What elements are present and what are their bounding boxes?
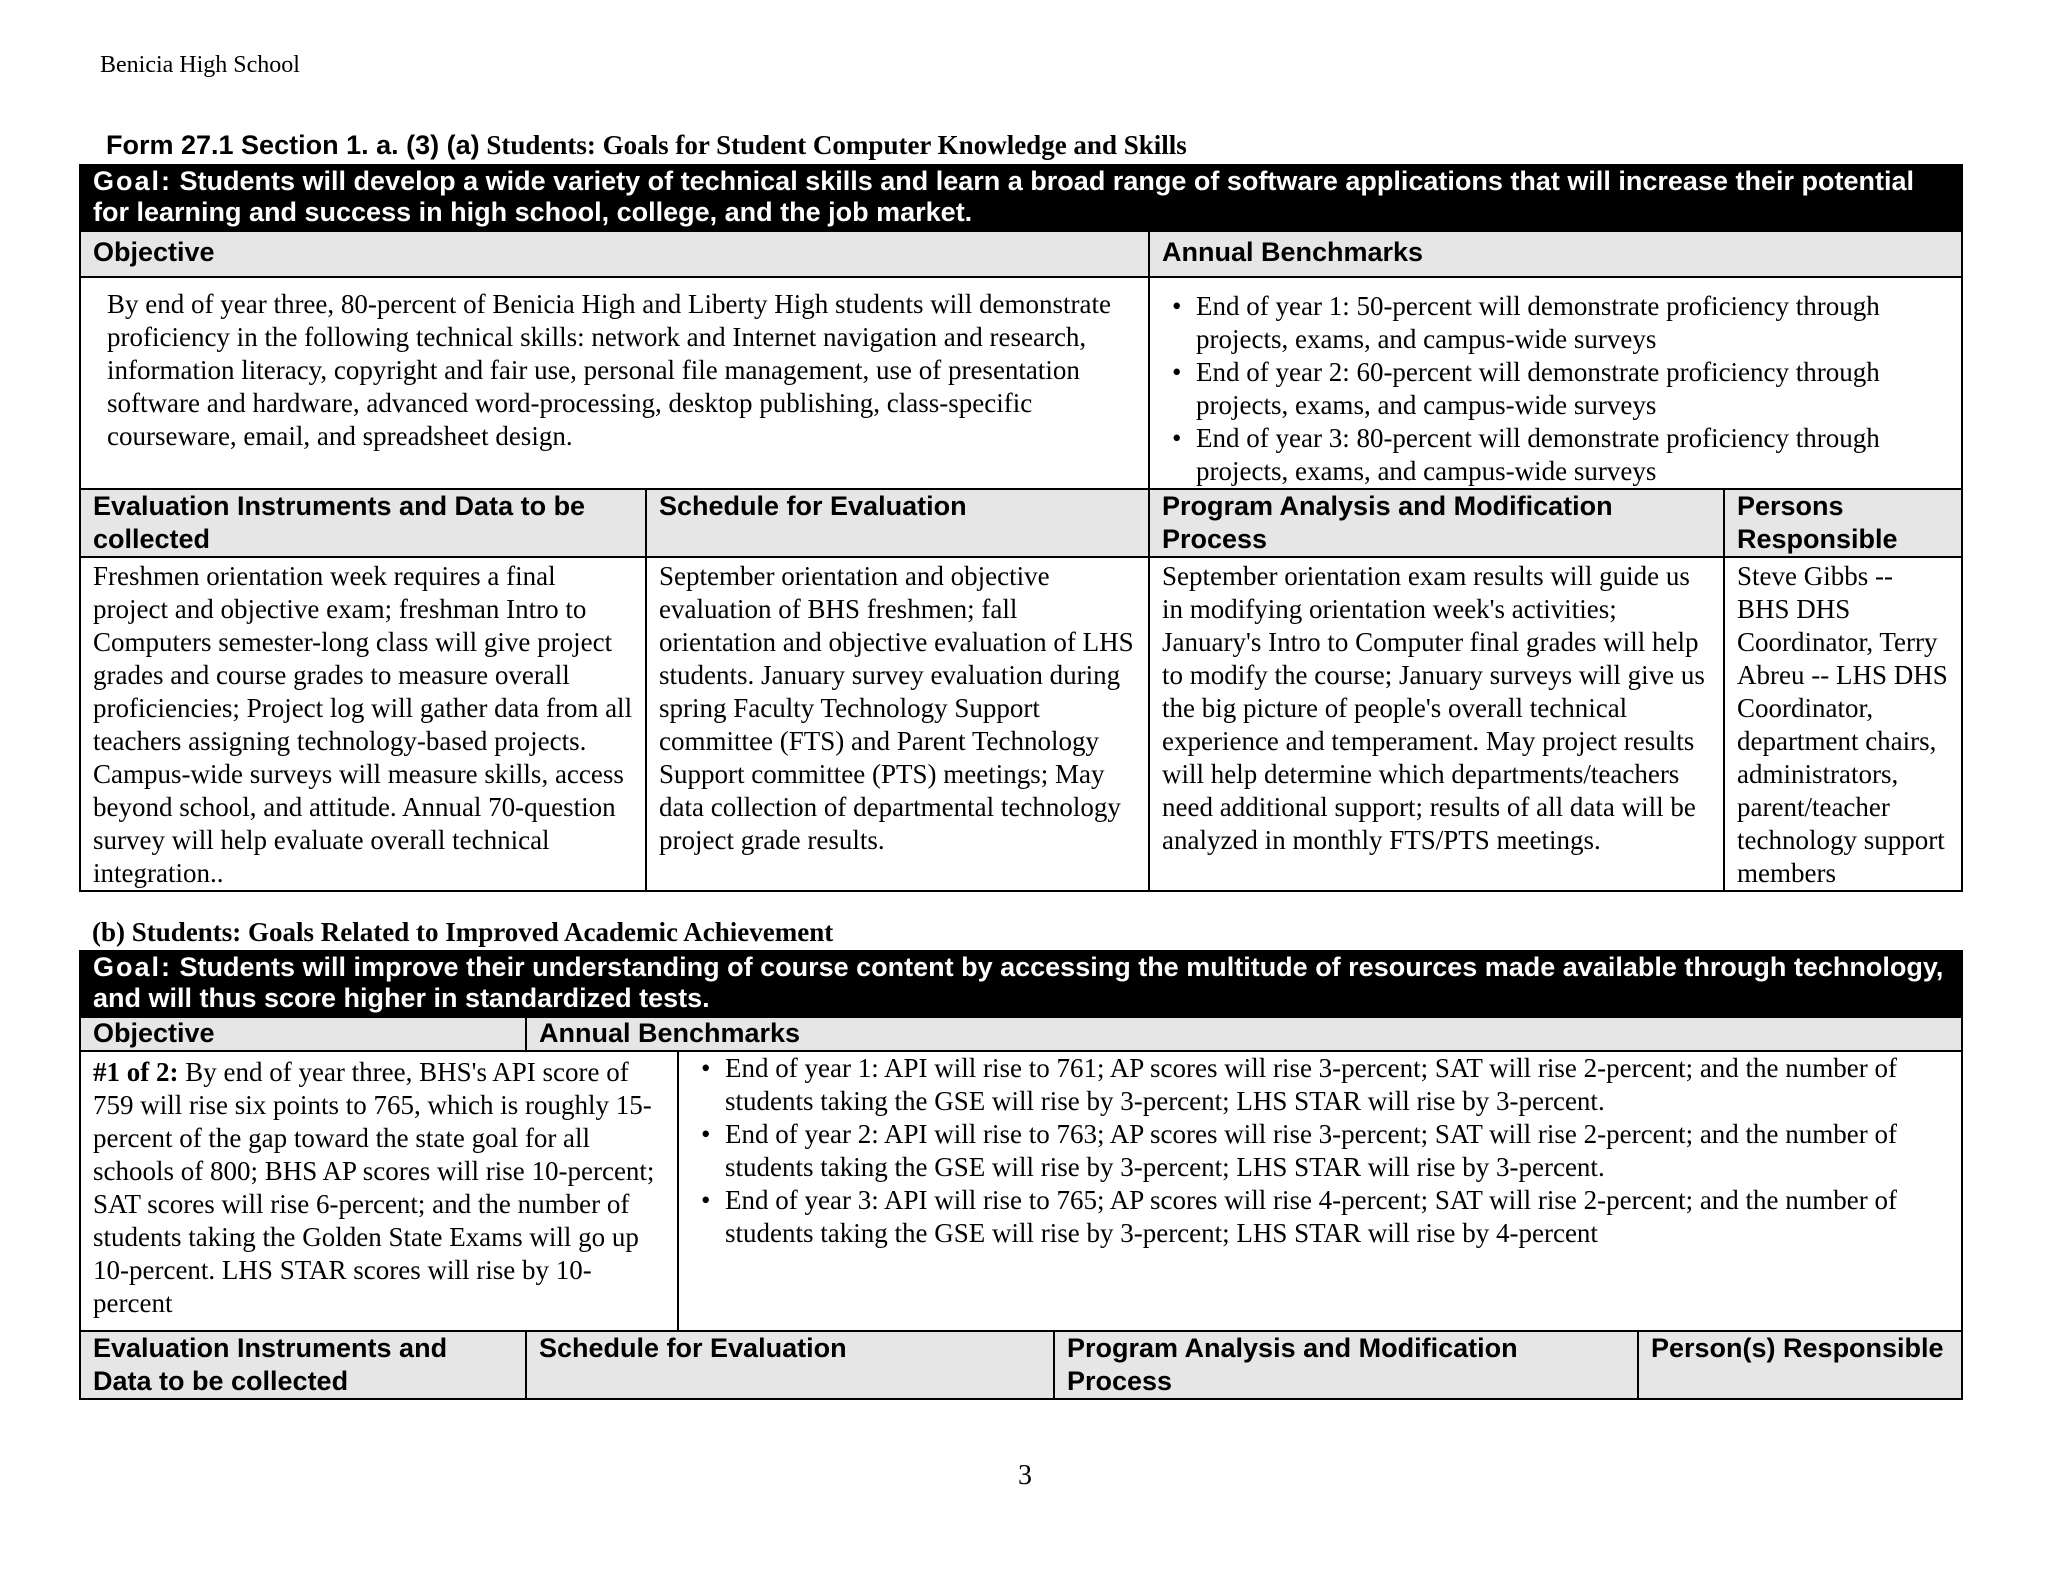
benchmark-item: • End of year 2: API will rise to 763; AP scores will rise 3-percent; SAT will rise 2-percent; and the number of students taking the GSE will rise by 3-percent; LHS STAR will rise by 3-percent. (725, 1118, 1947, 1184)
goal-text: Students will improve their understanding of course content by accessing the multitude of resources made available through technology, and will thus score higher in standardized tests. (93, 952, 1944, 1013)
persons-responsible-header: Persons Responsible (1724, 489, 1962, 557)
objective-header-row (80, 231, 1962, 277)
eval-instruments-header: Evaluation Instruments and Data to be collected (80, 489, 646, 557)
section-b-goals-table (79, 950, 1963, 1400)
section-a-goals-table (79, 164, 1963, 892)
goal-label: Goal: (93, 166, 173, 196)
benchmarks-header: Annual Benchmarks (526, 1017, 1962, 1051)
evaluation-header-row (80, 489, 1962, 557)
section-a-heading: Students: Goals for Student Computer Knowledge and Skills (486, 130, 1187, 160)
objective-header-row (80, 1017, 1962, 1051)
goal-row (80, 951, 1962, 1017)
objective-row (80, 1051, 1962, 1331)
objective-text: By end of year three, BHS's API score of 759 will rise six points to 765, which is roughly 15-percent of the gap toward the state goal for all schools of 800; BHS AP scores will rise 10-percent; SAT scores will rise 6-percent; and the number of students taking the Golden State Exams will go up 10-percent. LHS STAR scores will rise by 10-percent (93, 1057, 655, 1318)
objective-text: By end of year three, 80-percent of Benicia High and Liberty High students will demonstrate proficiency in the following technical skills: network and Internet navigation and research, information literacy, copyright and fair use, personal file management, use of presentation software and hardware, advanced word-processing, desktop publishing, class-specific courseware, email, and spreadsheet design. (80, 277, 1149, 489)
schedule-header: Schedule for Evaluation (646, 489, 1149, 557)
schedule-header: Schedule for Evaluation (526, 1331, 1054, 1399)
persons-responsible-cell: Steve Gibbs -- BHS DHS Coordinator, Terry Abreu -- LHS DHS Coordinator, department chairs, administrators, parent/teacher technology support members (1724, 557, 1962, 891)
benchmarks-header: Annual Benchmarks (1149, 231, 1962, 277)
benchmark-item: • End of year 3: API will rise to 765; AP scores will rise 4-percent; SAT will rise 2-percent; and the number of students taking the GSE will rise by 3-percent; LHS STAR will rise by 4-percent (725, 1184, 1947, 1250)
section-a-title (106, 130, 1187, 161)
objective-header: Objective (80, 231, 1149, 277)
benchmarks-cell (678, 1051, 1962, 1331)
benchmark-list (1162, 290, 1947, 488)
program-analysis-header: Program Analysis and Modification Process (1149, 489, 1724, 557)
page-number: 3 (1018, 1460, 1032, 1491)
benchmarks-cell (1149, 277, 1962, 489)
objective-header: Objective (80, 1017, 526, 1051)
benchmark-item: • End of year 1: 50-percent will demonstrate proficiency through projects, exams, and campus-wide surveys (1196, 290, 1947, 356)
schedule-cell: September orientation and objective evaluation of BHS freshmen; fall orientation and objective evaluation of LHS students. January survey evaluation during spring Faculty Technology Support committee (FTS) and Parent Technology Support committee (PTS) meetings; May data collection of departmental technology project grade results. (646, 557, 1149, 891)
benchmark-item: • End of year 1: API will rise to 761; AP scores will rise 3-percent; SAT will rise 2-percent; and the number of students taking the GSE will rise by 3-percent; LHS STAR will rise by 3-percent. (725, 1052, 1947, 1118)
eval-instruments-cell: Freshmen orientation week requires a final project and objective exam; freshman Intro to Computers semester-long class will give project grades and course grades to measure overall proficiencies; Project log will gather data from all teachers assigning technology-based projects. Campus-wide surveys will measure skills, access beyond school, and attitude. Annual 70-question survey will help evaluate overall technical integration.. (80, 557, 646, 891)
eval-instruments-header: Evaluation Instruments and Data to be collected (80, 1331, 526, 1399)
persons-responsible-header: Person(s) Responsible (1638, 1331, 1962, 1399)
school-name-header: Benicia High School (100, 52, 300, 78)
benchmark-item: • End of year 2: 60-percent will demonstrate proficiency through projects, exams, and campus-wide surveys (1196, 356, 1947, 422)
form-section-label: Form 27.1 Section 1. a. (3) (a) (106, 130, 480, 160)
benchmark-item: • End of year 3: 80-percent will demonstrate proficiency through projects, exams, and campus-wide surveys (1196, 422, 1947, 488)
section-b-title: (b) Students: Goals Related to Improved Academic Achievement (92, 917, 834, 947)
objective-label: #1 of 2: (93, 1057, 179, 1087)
program-analysis-header: Program Analysis and Modification Process (1054, 1331, 1638, 1399)
benchmark-list (691, 1052, 1947, 1250)
evaluation-header-row (80, 1331, 1962, 1399)
evaluation-row (80, 557, 1962, 891)
goal-text: Students will develop a wide variety of technical skills and learn a broad range of software applications that will increase their potential for learning and success in high school, college, and the job market. (93, 166, 1914, 227)
goal-row (80, 165, 1962, 231)
objective-cell (80, 1051, 678, 1331)
objective-row (80, 277, 1962, 489)
goal-label: Goal: (93, 952, 173, 982)
program-analysis-cell: September orientation exam results will guide us in modifying orientation week's activities; January's Intro to Computer final grades will help to modify the course; January surveys will give us the big picture of people's overall technical experience and temperament. May project results will help determine which departments/teachers need additional support; results of all data will be analyzed in monthly FTS/PTS meetings. (1149, 557, 1724, 891)
